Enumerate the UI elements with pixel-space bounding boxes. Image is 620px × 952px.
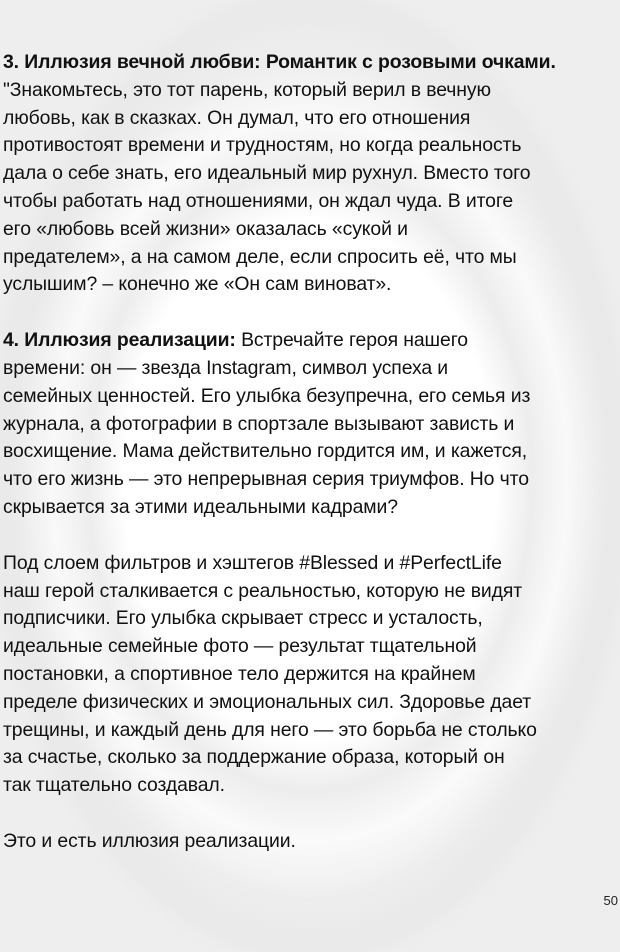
text-line: идеальные семейные фото — результат тщательной (3, 635, 477, 658)
text-line: что его жизнь — это непрерывная серия триумфов. Но что (3, 468, 529, 491)
text-line: его «любовь всей жизни» оказалась «сукой и (3, 217, 408, 240)
paragraph-filters (3, 550, 615, 800)
paragraph-realization-illusion (3, 327, 615, 522)
text-line: противостоят времени и трудностям, но когда реальность (3, 134, 522, 157)
text-line: предателем», а на самом деле, если спросить её, что мы (3, 245, 517, 268)
text-line: семейных ценностей. Его улыбка безупречна, его семья из (3, 384, 531, 407)
text-line: "Знакомьтесь, это тот парень, который верил в вечную (3, 78, 491, 101)
text-line: услышим? – конечно же «Он сам виноват». (3, 273, 392, 296)
text-line: за счастье, сколько за поддержание образа, который он (3, 746, 505, 769)
text-line: Это и есть иллюзия реализации. (3, 829, 296, 852)
section-heading: 3. Иллюзия вечной любви: Романтик с розовыми очками. (3, 51, 556, 73)
text-line (3, 327, 615, 355)
paragraph-romantic-illusion (3, 49, 615, 299)
text-line: Под слоем фильтров и хэштегов #Blessed и #PerfectLife (3, 551, 502, 574)
text-line: времени: он — звезда Instagram, символ успеха и (3, 356, 449, 379)
text-line: трещины, и каждый день для него — это борьба не столько (3, 718, 537, 741)
section-heading: 4. Иллюзия реализации: (3, 329, 236, 352)
text-line: восхищение. Мама действительно гордится им, и кажется, (3, 440, 528, 463)
page-content (3, 49, 615, 884)
heading-continuation: Встречайте героя нашего (235, 329, 468, 352)
text-line: скрывается за этими идеальными кадрами? (3, 495, 398, 518)
text-line: постановки, а спортивное тело держится на крайнем (3, 662, 476, 685)
paragraph-conclusion (3, 828, 615, 856)
text-line: подписчики. Его улыбка скрывает стресс и усталость, (3, 607, 483, 630)
text-line: дала о себе знать, его идеальный мир рухнул. Вместо того (3, 162, 531, 185)
text-line: любовь, как в сказках. Он думал, что его отношения (3, 106, 471, 129)
text-line: чтобы работать над отношениями, он ждал чуда. В итоге (3, 189, 514, 212)
text-line: наш герой сталкивается с реальностью, которую не видят (3, 579, 523, 602)
text-line: журнала, а фотографии в спортзале вызывают зависть и (3, 412, 515, 435)
text-line: так тщательно создавал. (3, 774, 225, 797)
page-number: 50 (603, 893, 618, 908)
text-line: пределе физических и эмоциональных сил. Здоровье дает (3, 690, 532, 713)
